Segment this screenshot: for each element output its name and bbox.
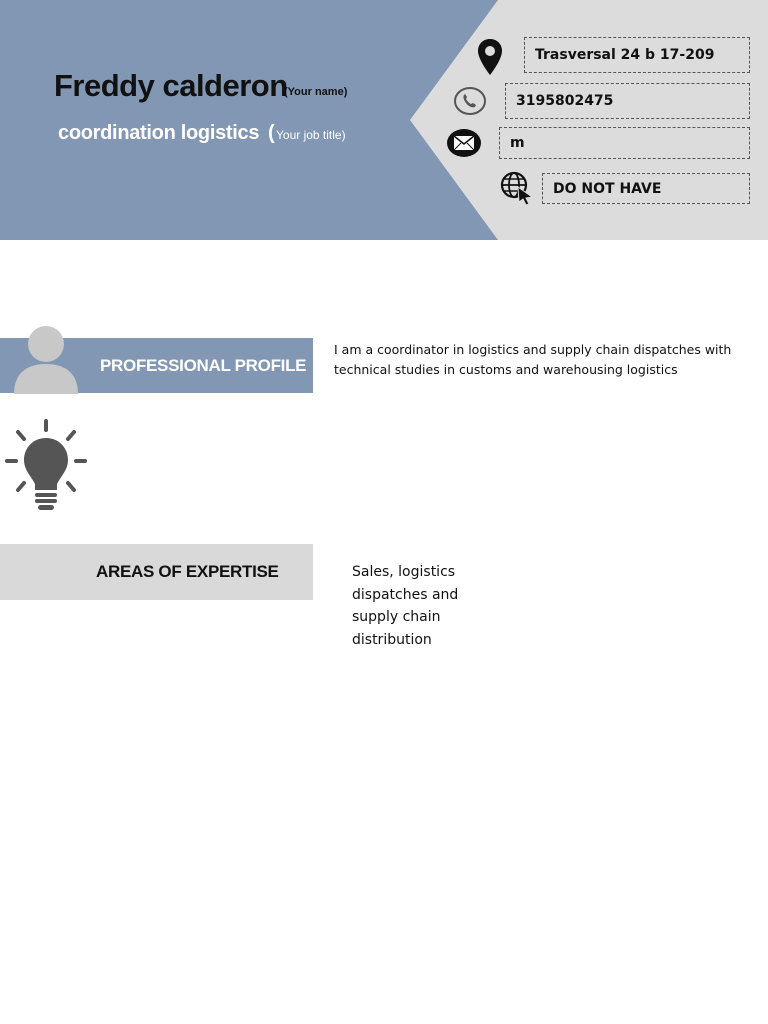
email-field: m [499,127,750,159]
website-field: DO NOT HAVE [542,173,750,204]
address-field: Trasversal 24 b 17-209 [524,37,750,73]
person-avatar-icon [12,324,80,394]
lightbulb-icon [4,418,88,514]
job-title-hint: Your job title) [276,128,346,142]
envelope-icon [446,128,482,158]
contact-panel [0,0,768,240]
profile-text: I am a coordinator in logistics and supply chain dispatches with technical studies in customs and warehousing logistics [334,342,732,377]
phone-icon [453,86,487,116]
globe-cursor-icon [500,171,534,205]
job-title-paren: ( [268,122,275,144]
expertise-text: Sales, logistics dispatches and supply chain distribution [352,564,459,648]
expertise-section-title: AREAS OF EXPERTISE [96,562,279,581]
person-name: Freddy calderon [54,68,288,103]
job-title: coordination logistics [58,122,260,144]
profile-section-title: PROFESSIONAL PROFILE [100,356,307,375]
location-pin-icon [477,38,503,76]
phone-field: 3195802475 [505,83,750,119]
name-hint: (Your name) [284,86,348,98]
